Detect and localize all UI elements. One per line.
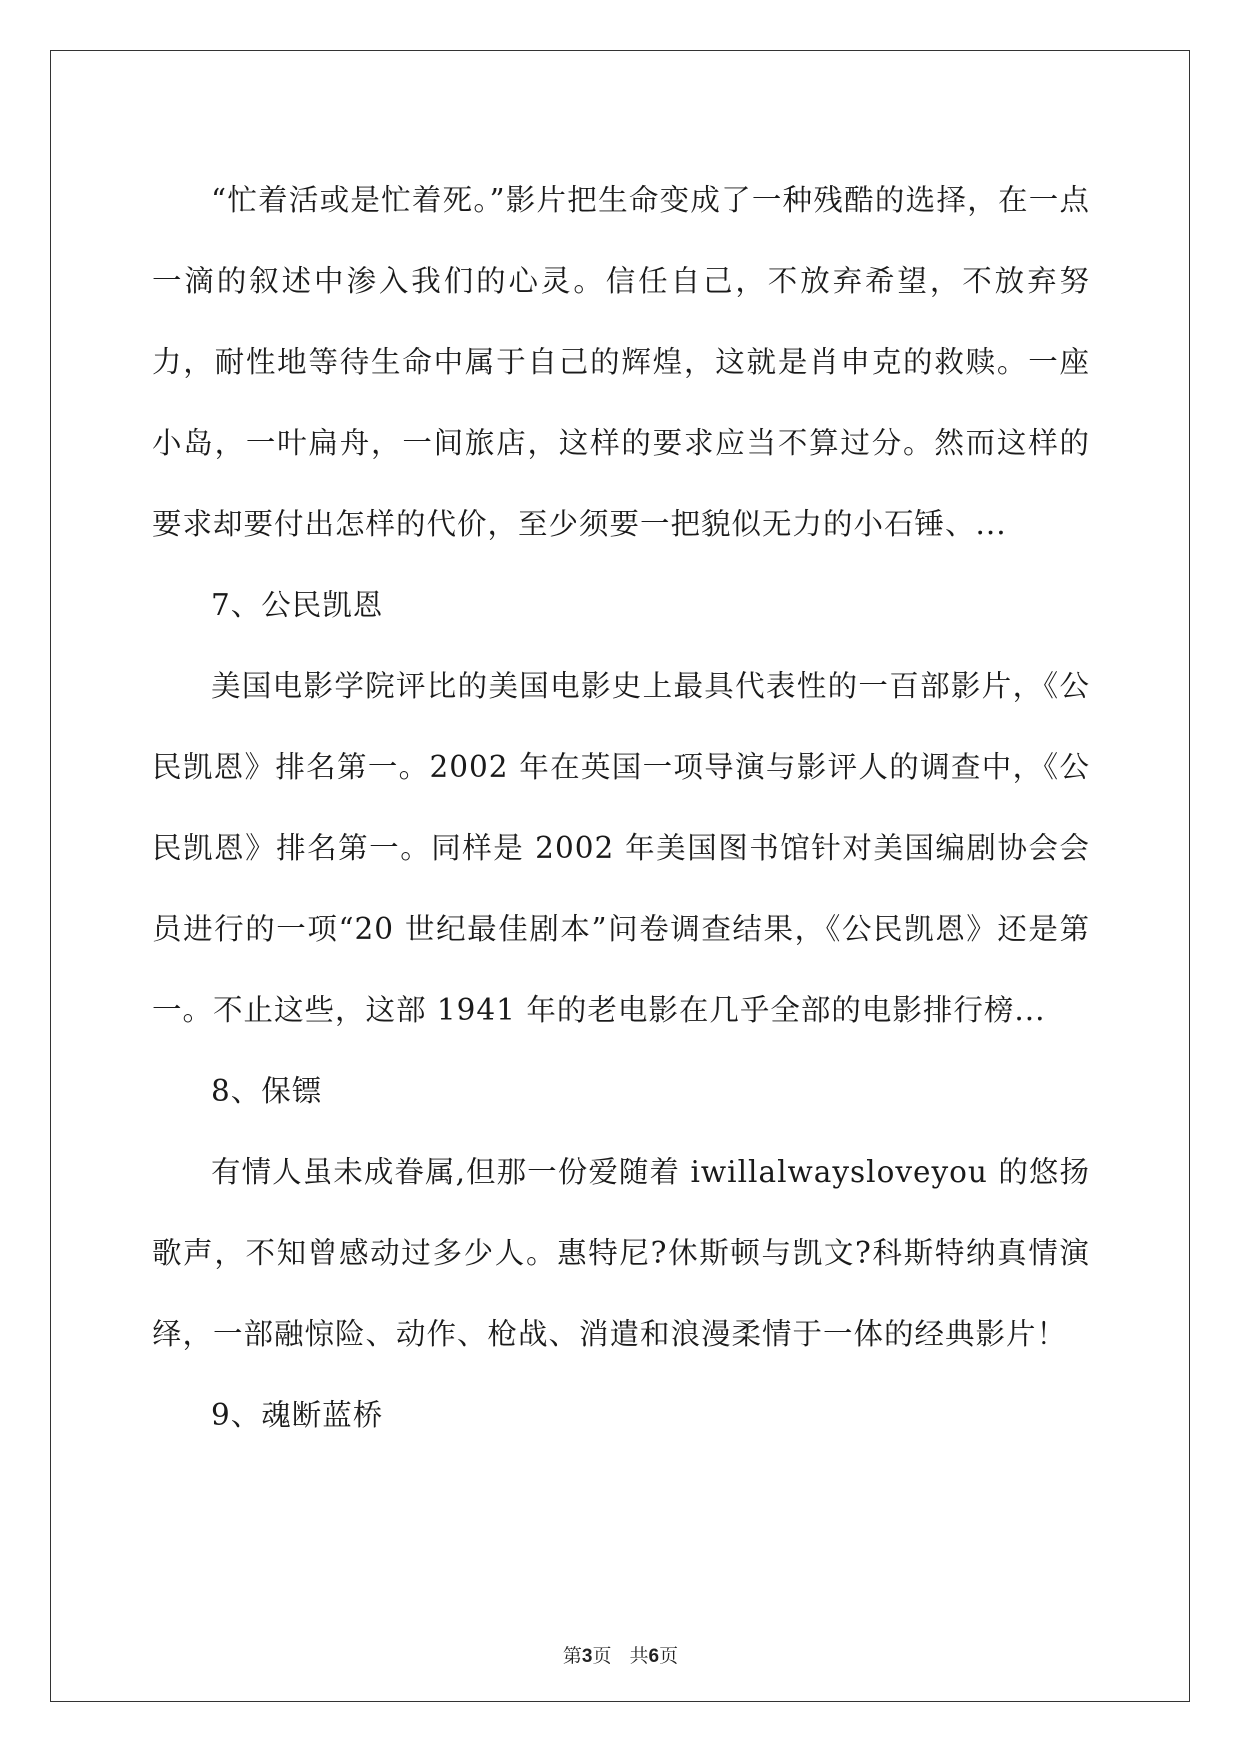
- total-pages: 6: [648, 1646, 660, 1667]
- page-suffix: 页: [592, 1645, 612, 1667]
- paragraph-shawshank-summary: “忙着活或是忙着死。”影片把生命变成了一种残酷的选择，在一点一滴的叙述中渗入我们的心灵。信任自己，不放弃希望，不放弃努力，耐性地等待生命中属于自己的辉煌，这就是肖申克的救赎。一座小岛，一叶扁舟，一间旅店，这样的要求应当不算过分。然而这样的要求却要付出怎样的代价，至少须要一把貌似无力的小石锤、...: [152, 183, 1090, 541]
- paragraph-bodyguard: 有情人虽未成眷属,但那一份爱随着 iwillalwaysloveyou 的悠扬歌声，不知曾感动过多少人。惠特尼?休斯顿与凯文?科斯特纳真情演绎，一部融惊险、动作、枪战、消遣和浪漫柔情于一体的经典影片！: [152, 1155, 1090, 1351]
- page-number: 3: [581, 1646, 593, 1667]
- document-body: [152, 160, 1090, 1456]
- paragraph-citizen-kane: 美国电影学院评比的美国电影史上最具代表性的一百部影片，《公民凯恩》排名第一。2002 年在英国一项导演与影评人的调查中，《公民凯恩》排名第一。同样是 2002 年美国图书馆针对美国编剧协会会员进行的一项“20 世纪最佳剧本”问卷调查结果，《公民凯恩》还是第一。不止这些，这部 1941 年的老电影在几乎全部的电影排行榜...: [152, 669, 1090, 1027]
- heading-bodyguard: 8、保镖: [211, 1074, 323, 1108]
- total-suffix: 页: [659, 1645, 679, 1667]
- total-prefix: 共: [629, 1645, 649, 1667]
- page-prefix: 第: [562, 1645, 582, 1667]
- heading-citizen-kane: 7、公民凯恩: [211, 588, 384, 622]
- heading-waterloo-bridge: 9、魂断蓝桥: [211, 1398, 384, 1432]
- page-footer: [0, 1644, 1241, 1669]
